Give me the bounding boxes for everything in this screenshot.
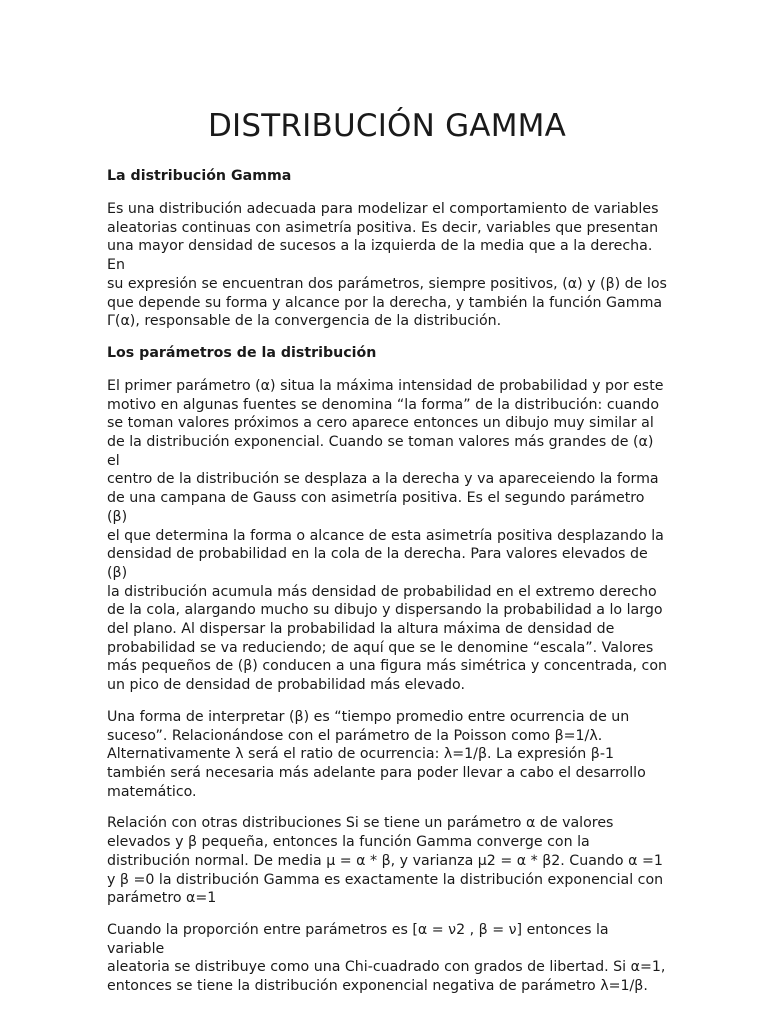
- paragraph-intro: Es una distribución adecuada para modelizar el comportamiento de variables aleatorias continuas con asimetría positiva. Es decir, variables que presentan una mayor densidad de sucesos a la izquierda de la media que a la derecha. En su expresión se encuentran dos parámetros, siempre positivos, (α) y (β) de los que depende su forma y alcance por la derecha, y también la función Gamma Γ(α), responsable de la convergencia de la distribución.: [107, 201, 667, 330]
- section-heading-gamma: La distribución Gamma: [107, 168, 292, 184]
- paragraph-interpretation: Una forma de interpretar (β) es “tiempo promedio entre ocurrencia de un suceso”. Relacionándose con el parámetro de la Poisson como β=1/λ. Alternativamente λ será el ratio de ocurrencia: λ=1/β. La expresión β-1 también será necesaria más adelante para poder llevar a cabo el desarrollo matemático.: [107, 708, 646, 800]
- paragraph-relations: Relación con otras distribuciones Si se tiene un parámetro α de valores elevados y β pequeña, entonces la función Gamma converge con la distribución normal. De media μ = α * β, y varianza μ2 = α * β2. Cuando α =1 y β =0 la distribución Gamma es exactamente la distribución exponencial con parámetro α=1: [107, 815, 664, 907]
- paragraph-chi-square: Cuando la proporción entre parámetros es [α = ν2 , β = ν] entonces la variable aleatoria se distribuye como una Chi-cuadrado con grados de libertad. Si α=1, entonces se tiene la distribución exponencial negativa de parámetro λ=1/β.: [107, 921, 666, 995]
- paragraph-first-parameter: El primer parámetro (α) situa la máxima intensidad de probabilidad y por este motivo en algunas fuentes se denomina “la forma” de la distribución: cuando se toman valores próximos a cero aparece entonces un dibujo muy similar al de la distribución exponencial. Cuando se toman valores más grandes de (α) el centro de la distribución se desplaza a la derecha y va apareceiendo la forma de una campana de Gauss con asimetría positiva. Es el segundo parámetro (β) el que determina la forma o alcance de esta asimetría positiva desplazando la densidad de probabilidad en la cola de la derecha. Para valores elevados de (β) la distribución acumula más densidad de probabilidad en el extremo derecho de la cola, alargando mucho su dibujo y dispersando la probabilidad a lo largo del plano. Al dispersar la probabilidad la altura máxima de densidad de probabilidad se va reduciendo; de aquí que se le denomine “escala”. Valores más pequeños de (β) conducen a una figura más simétrica y concentrada, con un pico de densidad de probabilidad más elevado.: [107, 377, 668, 694]
- document-page: [107, 104, 667, 1009]
- section-heading-parameters: Los parámetros de la distribución: [107, 344, 377, 361]
- document-title: DISTRIBUCIÓN GAMMA: [207, 108, 567, 144]
